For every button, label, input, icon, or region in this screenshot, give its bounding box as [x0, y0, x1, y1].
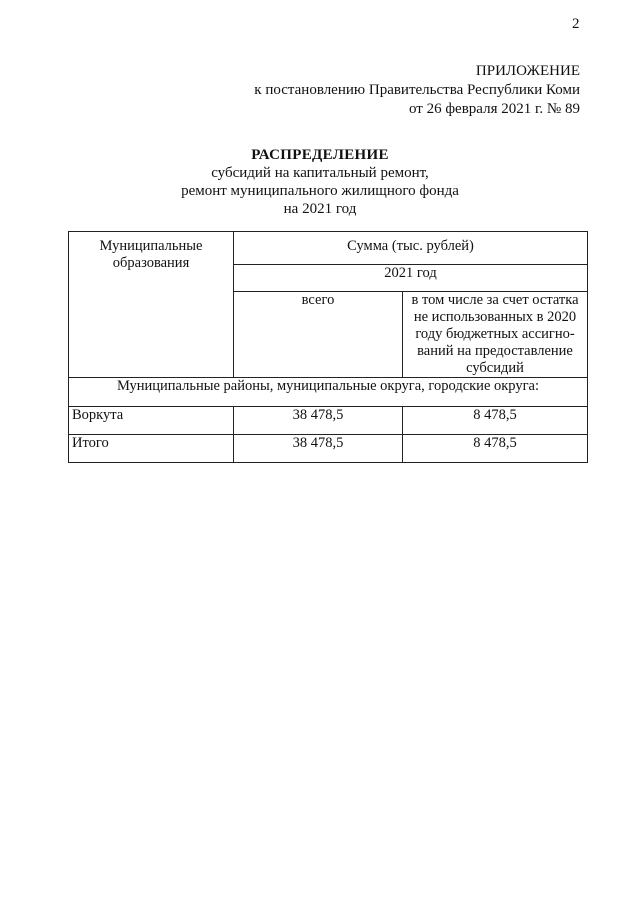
table-row [69, 407, 588, 435]
document-title: РАСПРЕДЕЛЕНИЕ [251, 147, 389, 163]
header-total: всего [234, 292, 403, 378]
appendix-date: от 26 февраля 2021 г. № 89 [408, 101, 580, 117]
header-including: в том числе за счет остатка не использованных в 2020 году бюджетных ассигно-ваний на предоставление субсидий [403, 292, 588, 378]
document-heading [0, 146, 640, 218]
heading-line-1: субсидий на капитальный ремонт, [211, 165, 429, 181]
group-row: Муниципальные районы, муниципальные округа, городские округа: [69, 378, 588, 407]
row-including: 8 478,5 [403, 407, 588, 435]
heading-line-3: на 2021 год [283, 201, 357, 217]
heading-line-2: ремонт муниципального жилищного фонда [181, 183, 459, 199]
header-year: 2021 год [234, 265, 588, 292]
header-sum: Сумма (тыс. рублей) [234, 232, 588, 265]
appendix-resolution: к постановлению Правительства Республики Коми [254, 82, 580, 98]
row-name: Итого [69, 435, 234, 463]
row-total: 38 478,5 [234, 435, 403, 463]
header-municipal: Муниципальные образования [69, 232, 234, 378]
page-number: 2 [572, 16, 580, 32]
row-total: 38 478,5 [234, 407, 403, 435]
appendix-title: ПРИЛОЖЕНИЕ [475, 63, 580, 79]
row-name: Воркута [69, 407, 234, 435]
appendix-block [254, 62, 580, 119]
row-including: 8 478,5 [403, 435, 588, 463]
distribution-table [68, 231, 588, 463]
table-row-total [69, 435, 588, 463]
